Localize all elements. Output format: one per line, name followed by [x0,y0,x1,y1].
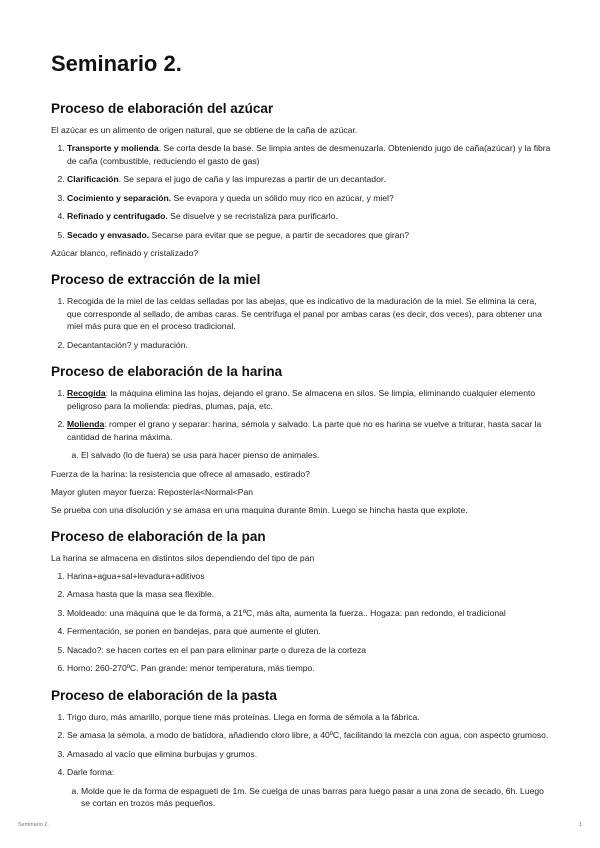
term: Transporte y molienda [67,143,159,153]
list-item [67,387,551,412]
list-item: 3. Amasado al vacío que elimina burbujas y grumos. [67,748,551,761]
list-item: 2. Decantantación? y maduración. [67,339,551,352]
paragraph: Fuerza de la harina: la resistencia que ofrece al amasado, estirado? [51,468,310,479]
list-item: 2. Amasa hasta que la masa sea flexible. [67,588,551,601]
list-item: 1. Trigo duro, más amarillo, porque tiene más proteínas. Llega en forma de sémola a la fábrica. [67,711,551,724]
list-item: 2. Se amasa la sémola, a modo de batidora, añadiendo cloro libre, a 40ºC, facilitando la mezcla con agua, con aspecto grumoso. [67,729,551,742]
list-item: 5. Nacado?: se hacen cortes en el pan para eliminar parte o dureza de la corteza [67,644,551,657]
item-text: : romper el grano y separar: harina, sémola y salvado. La parte que no es harina se vuelve a triturar, hasta sacar la cantidad de harina máxima. [67,419,542,442]
section-heading: Proceso de elaboración de la pan [51,528,266,544]
numbered-list [51,570,551,675]
list-item [67,229,551,242]
section-heading: Proceso de extracción de la miel [51,272,261,287]
list-item: 6. Horno: 260-270ºC. Pan grande: menor temperatura, más tiempo. [67,662,551,675]
list-item: 1. Harina+agua+sal+levadura+aditivos [67,570,551,583]
term: Cocimiento y separación. [67,192,172,203]
numbered-list [51,387,551,462]
term: Recogida [67,388,106,398]
numbered-list [51,711,551,810]
list-item [67,210,551,223]
item-text: . Se corta desde la base. Se limpia antes de desmenuzarla. Obteniendo jugo de caña(azúcar) y la fibra de caña (combustible, reduciendo el gasto de gas) [67,143,551,166]
section-harina [51,363,551,516]
sub-list-item: a. Molde que le da forma de espagueti de 1m. Se cuelga de unas barras para luego pasar a una zona de secado, 6h. Luego se cortan en trozos más pequeños. [81,785,551,810]
paragraph: La harina se almacena en distintos silos dependiendo del tipo de pan [51,552,315,563]
paragraph: Se prueba con una disolución y se amasa en una maquina durante 8min. Luego se hincha hasta que explote. [51,504,468,515]
item-text: : la máquina elimina las hojas, dejando el grano. Se almacena en silos. Se limpia, eliminando cualquier elemento peligroso para la molienda: piedras, plumas, paja, etc. [67,388,536,411]
item-text: Secarse para evitar que se pegue, a partir de secadores que giran? [149,229,410,240]
item-text: . Se separa el jugo de caña y las impurezas a partir de un decantador. [118,174,386,184]
term: Clarificación [67,174,119,184]
paragraph: El azúcar es un alimento de origen natural, que se obtiene de la caña de azúcar. [51,125,358,135]
term: Secado y envasado. [67,229,150,240]
sub-list [67,449,551,462]
list-item: 1. Recogida de la miel de las celdas selladas por las abejas, que es indicativo de la maduración de la miel. Se elimina la cera, que corresponde al sellado, de ambas caras. Se centrifuga el panal por ambas caras (es decir, dos veces), para obtener una miel más pura que en el proceso tradicional. [67,295,551,333]
section-heading: Proceso de elaboración del azúcar [51,101,274,116]
numbered-list [51,295,551,351]
term: Refinado y centrifugado. [67,211,168,221]
paragraph: Mayor gluten mayor fuerza: Repostería<Normal<Pan [51,486,254,497]
list-item [67,173,551,186]
page-number: 1 [578,822,582,828]
section-pasta [51,687,551,810]
numbered-list [51,142,551,241]
section-miel [51,271,551,351]
list-item [67,418,551,462]
section-azucar [51,100,551,259]
section-heading: Proceso de elaboración de la harina [51,364,283,379]
item-text: Darle forma: [67,767,115,777]
section-heading: Proceso de elaboración de la pasta [51,687,277,703]
list-item [67,766,551,810]
sub-list [67,785,551,810]
list-item [67,192,551,205]
sub-list-item: a. El salvado (lo de fuera) se usa para hacer pienso de animales. [81,449,551,462]
list-item: 3. Moldeado: una máquina que le da forma, a 21ºC, más alta, aumenta la fuerza.. Hogaza: pan redondo, el tradicional [67,607,551,620]
item-text: Se disuelve y se recristaliza para purificarlo. [167,211,338,221]
paragraph: Azúcar blanco, refinado y cristalizado? [51,248,199,258]
item-text: Se evapora y queda un sólido muy rico en azúcar, y miel? [171,192,394,203]
term: Molienda [67,419,105,429]
list-item [67,142,551,167]
list-item: 4. Fermentación, se ponen en bandejas, para que aumente el gluten. [67,625,551,638]
document-page [51,50,551,822]
page-title: Seminario 2. [51,51,182,76]
section-pan [51,528,551,675]
footer-title: Seminario 2. [18,822,49,828]
